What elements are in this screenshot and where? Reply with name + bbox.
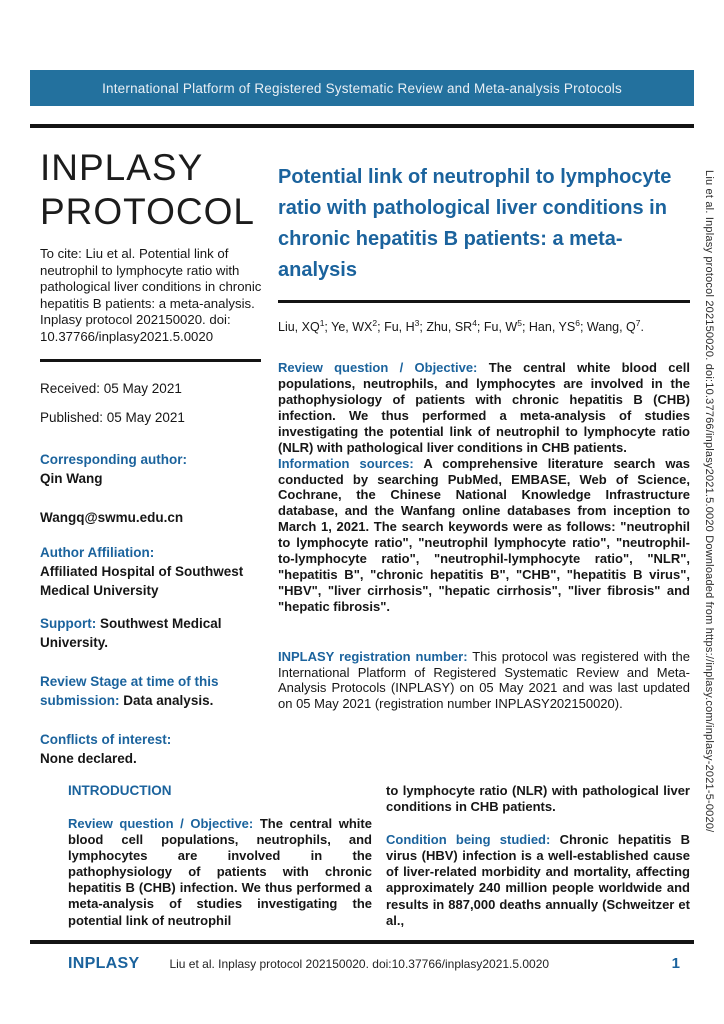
conflicts-value: None declared. (40, 750, 137, 766)
review-objective-label: Review question / Objective: (278, 360, 478, 376)
introduction-objective-paragraph (68, 816, 372, 929)
author-email: Wangq@swmu.edu.cn (40, 509, 184, 525)
information-sources-label: Information sources: (278, 455, 414, 471)
support-value: Southwest Medical University. (40, 615, 222, 650)
title-divider (278, 300, 690, 303)
article-title: Potential link of neutrophil to lymphocyte ratio with pathological liver conditions in chronic hepatitis B patients: a meta-analysis (278, 166, 672, 281)
affiliation-value: Affiliated Hospital of Southwest Medical University (40, 563, 244, 598)
masthead-line2: PROTOCOL (40, 191, 255, 232)
information-sources-text: A comprehensive literature search was conducted by searching PubMed, EMBASE, Web of Science, Cochrane, the Chinese National Knowledge Infrastructure database, and the Wanfang online databases from inception to March 1, 2021. The search keywords were as follows: "neutrophil to lymphocyte ratio", "neutrophil lymphocyte ratio", "neutrophil-to-lymphocyte ratio", "neutrophil-lymphocyte ratio", "NLR", "hepatitis B", "chronic hepatitis B", "CHB", "hepatitis B virus", "HBV", "liver cirrhosis", "hepatic cirrhosis", "liver fibrosis" and "hepatic fibrosis". (278, 455, 690, 614)
review-stage-field (40, 672, 262, 710)
affiliation-field (40, 543, 262, 600)
introduction-section (68, 783, 690, 929)
platform-banner (30, 70, 694, 106)
citation-text: To cite: Liu et al. Potential link of neutrophil to lymphocyte ratio with pathological liver conditions in chronic hepatitis B patients: a meta-analysis. Inplasy protocol 202150020. doi: 10.37766/inplasy2021.5.0020 (40, 246, 262, 344)
main-article-column (278, 162, 690, 712)
condition-studied-text: Chronic hepatitis B virus (HBV) infection is a well-established cause of liver-related morbidity and mortality, affecting approximately 240 million people worldwide and results in 887,000 deaths annually (Schweitzer et al., (386, 832, 690, 928)
masthead-logo (40, 146, 262, 234)
footer-divider (30, 940, 694, 944)
introduction-column-1 (68, 783, 372, 929)
author-list: Liu, $XQ^1$; Ye, $WX^2$; Fu, $H^3$; Zhu, $SR^4$; Fu, $W^5$; Han, $YS^6$; Wang, $Q^7$. (278, 318, 644, 335)
masthead-line1: INPLASY (40, 147, 204, 188)
review-objective-paragraph (278, 360, 690, 455)
introduction-continuation-text: to lymphocyte ratio (NLR) with pathological liver conditions in CHB patients. (386, 783, 690, 815)
review-stage-value: Data analysis. (123, 692, 214, 708)
page-number: 1 (671, 955, 680, 972)
corresponding-author-label: Corresponding author: (40, 451, 187, 467)
information-sources-paragraph (278, 456, 690, 615)
introduction-objective-label: Review question / Objective: (68, 816, 254, 831)
introduction-objective-text: The central white blood cell populations, neutrophils, and lymphocytes are involved in the pathophysiology of patients with chronic hepatitis B (CHB) infection. We thus performed a meta-analysis of studies investigating the potential link of neutrophil (68, 816, 372, 928)
left-sidebar-column (40, 146, 262, 768)
conflicts-field (40, 730, 262, 768)
review-stage-label: Review Stage at time of this submission: (40, 673, 219, 708)
registration-label: INPLASY registration number: (278, 648, 468, 664)
published-date: Published: 05 May 2021 (40, 409, 185, 425)
condition-studied-label: Condition being studied: (386, 832, 551, 848)
introduction-column-2 (386, 783, 690, 929)
conflicts-label: Conflicts of interest: (40, 731, 172, 747)
review-objective-text: The central white blood cell populations, neutrophils, and lymphocytes are involved in the pathophysiology of patients with chronic hepatitis B (CHB) infection. We thus performed a meta-analysis of studies investigating the potential link of neutrophil to lymphocyte ratio (NLR) with pathological liver conditions in CHB patients. (278, 360, 690, 455)
condition-studied-paragraph (386, 832, 690, 929)
footer-citation: Liu et al. Inplasy protocol 202150020. doi:10.37766/inplasy2021.5.0020 (169, 957, 550, 971)
support-label: Support: (40, 615, 97, 631)
vertical-margin-citation: Liu et al. Inplasy protocol 202150020. doi:10.37766/inplasy2021.5.0020 Downloaded from https://inplasy.com/inplasy-2021-5-0020/ (703, 170, 715, 833)
support-field (40, 614, 262, 652)
page-footer (68, 955, 680, 973)
left-column-divider (40, 359, 261, 362)
introduction-heading: INTRODUCTION (68, 783, 172, 798)
affiliation-label: Author Affiliation: (40, 544, 155, 560)
received-date: Received: 05 May 2021 (40, 380, 182, 396)
footer-brand-logo: INPLASY (68, 955, 140, 972)
corresponding-author-value: Qin Wang (40, 470, 103, 486)
registration-text: This protocol was registered with the International Platform of Registered Systematic Review and Meta-Analysis Protocols (INPLASY) on 05 May 2021 and was last updated on 05 May 2021 (registration number INPLASY202150020). (278, 648, 691, 712)
top-divider (30, 124, 694, 128)
platform-banner-text: International Platform of Registered Systematic Review and Meta-analysis Protocols (102, 80, 622, 96)
corresponding-author-field (40, 450, 262, 488)
registration-paragraph (278, 649, 690, 713)
